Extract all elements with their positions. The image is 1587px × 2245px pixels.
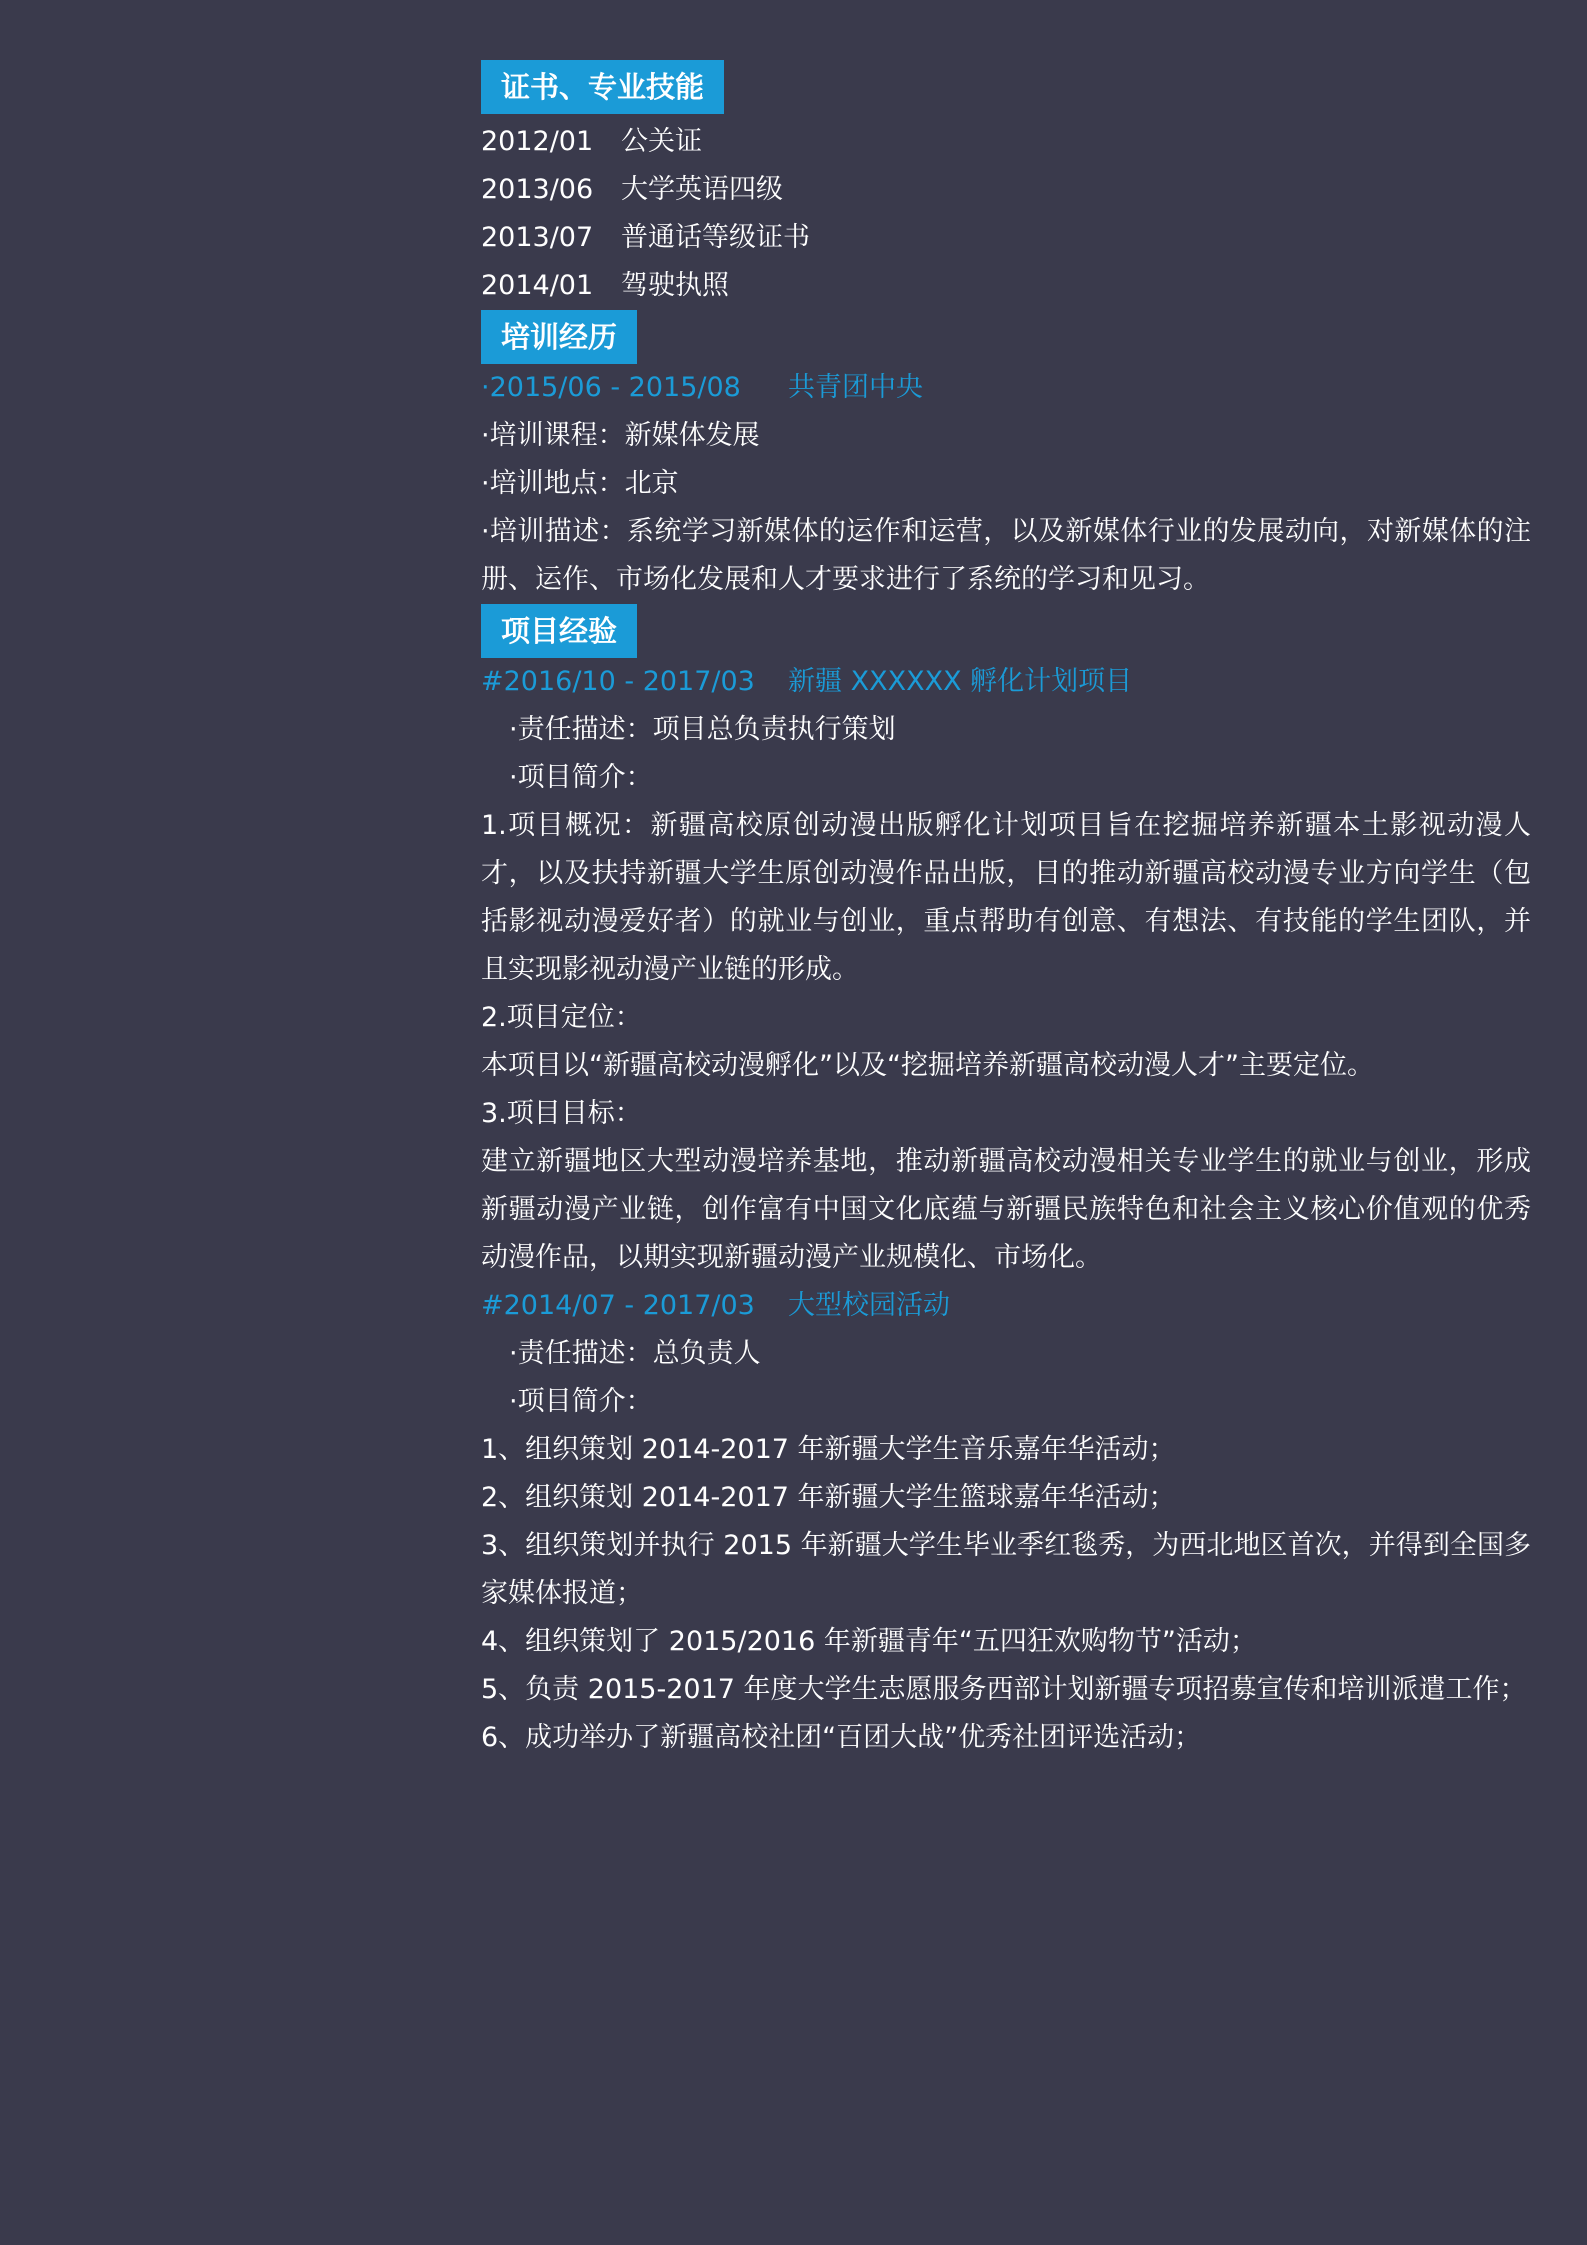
certificate-item [481,262,1531,310]
certificate-name: 大学英语四级 [621,174,783,205]
project-period: #2014/07 - 2017/03 [481,1290,755,1321]
project-detail: 3.项目目标： [481,1098,642,1129]
training-period: ·2015/06 - 2015/08 [481,372,741,403]
project-name: 新疆 XXXXXX 孵化计划项目 [788,666,1133,697]
projects-header: 项目经验 [481,604,637,658]
project-detail: 4、组织策划了 2015/2016 年新疆青年“五四狂欢购物节”活动； [481,1626,1257,1657]
certificate-name: 公关证 [621,126,702,157]
certificate-name: 普通话等级证书 [621,222,810,253]
certificate-date: 2013/07 [481,222,594,253]
project-detail: 3、组织策划并执行 2015 年新疆大学生毕业季红毯秀，为西北地区首次，并得到全国多家媒体报道； [481,1530,1531,1609]
project-title-line [481,1282,1531,1330]
project-detail: 6、成功举办了新疆高校社团“百团大战”优秀社团评选活动； [481,1722,1202,1753]
project-intro-label: ·项目简介： [509,762,653,793]
project-detail: 5、负责 2015-2017 年度大学生志愿服务西部计划新疆专项招募宣传和培训派遣工作； [481,1674,1527,1705]
project-intro-label: ·项目简介： [509,1386,653,1417]
project-period: #2016/10 - 2017/03 [481,666,755,697]
training-org: 共青团中央 [788,372,923,403]
project-title-line [481,658,1531,706]
certificate-date: 2014/01 [481,270,594,301]
project-detail: 2.项目定位： [481,1002,642,1033]
certificate-item [481,214,1531,262]
training-title-line [481,364,1531,412]
project-detail: 1.项目概况：新疆高校原创动漫出版孵化计划项目旨在挖掘培养新疆本土影视动漫人才，以及扶持新疆大学生原创动漫作品出版，目的推动新疆高校动漫专业方向学生（包括影视动漫爱好者）的就业与创业，重点帮助有创意、有想法、有技能的学生团队，并且实现影视动漫产业链的形成。 [481,810,1531,985]
resume-content [481,60,1531,1762]
project-detail: 2、组织策划 2014-2017 年新疆大学生篮球嘉年华活动； [481,1482,1176,1513]
certificate-item [481,118,1531,166]
certificate-date: 2013/06 [481,174,594,205]
training-header: 培训经历 [481,310,637,364]
project-detail: 1、组织策划 2014-2017 年新疆大学生音乐嘉年华活动； [481,1434,1176,1465]
training-description: ·培训描述：系统学习新媒体的运作和运营，以及新媒体行业的发展动向，对新媒体的注册、运作、市场化发展和人才要求进行了系统的学习和见习。 [481,516,1531,595]
project-responsibility: ·责任描述：项目总负责执行策划 [509,714,896,745]
certificate-item [481,166,1531,214]
project-detail: 本项目以“新疆高校动漫孵化”以及“挖掘培养新疆高校动漫人才”主要定位。 [481,1050,1374,1081]
project-name: 大型校园活动 [788,1290,950,1321]
certificate-date: 2012/01 [481,126,594,157]
certificates-header: 证书、专业技能 [481,60,724,114]
training-location: ·培训地点：北京 [481,468,679,499]
training-course: ·培训课程：新媒体发展 [481,420,760,451]
project-responsibility: ·责任描述：总负责人 [509,1338,761,1369]
project-detail: 建立新疆地区大型动漫培养基地，推动新疆高校动漫相关专业学生的就业与创业，形成新疆动漫产业链，创作富有中国文化底蕴与新疆民族特色和社会主义核心价值观的优秀动漫作品，以期实现新疆动漫产业规模化、市场化。 [481,1146,1531,1273]
certificate-name: 驾驶执照 [621,270,729,301]
